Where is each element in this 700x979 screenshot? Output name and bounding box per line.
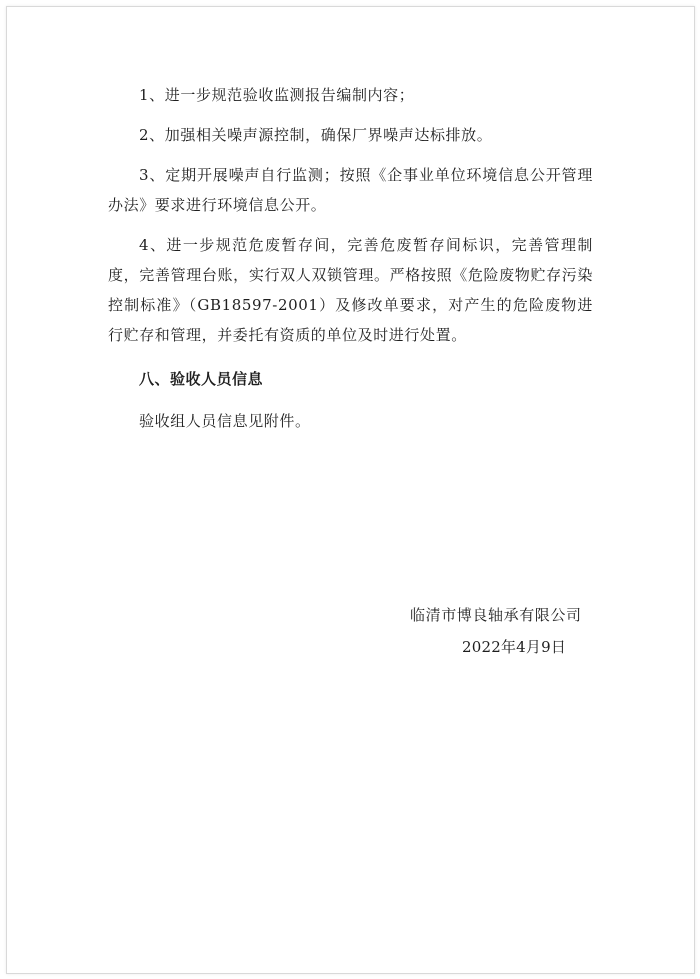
company-name: 临清市博良轴承有限公司 — [410, 606, 582, 624]
section-body: 验收组人员信息见附件。 — [139, 412, 311, 430]
list-item: 1、进一步规范验收监测报告编制内容； — [139, 86, 415, 104]
document-body — [108, 80, 593, 446]
signature-date: 2022年4月9日 — [462, 638, 567, 656]
list-item: 4、进一步规范危废暂存间，完善危废暂存间标识，完善管理制度，完善管理台账，实行双人双锁管理。严格按照《危险废物贮存污染控制标准》（GB18597-2001）及修改单要求，对产生的危险废物进行贮存和管理，并委托有资质的单位及时进行处置。 — [108, 236, 593, 344]
list-item: 3、定期开展噪声自行监测；按照《企事业单位环境信息公开管理办法》要求进行环境信息公开。 — [108, 166, 593, 214]
section-heading: 八、验收人员信息 — [139, 370, 264, 388]
list-item: 2、加强相关噪声源控制，确保厂界噪声达标排放。 — [139, 126, 493, 144]
